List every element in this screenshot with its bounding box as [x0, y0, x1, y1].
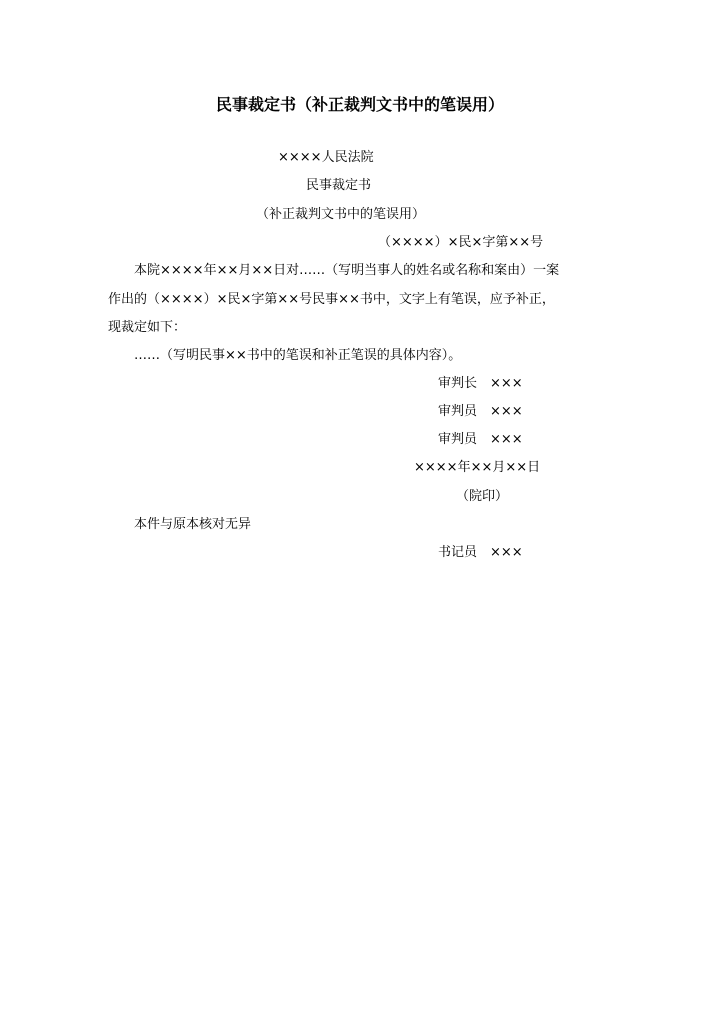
signature-role: 审判员 [438, 432, 478, 447]
signature-presiding-judge [438, 376, 523, 392]
signature-name: ××× [490, 376, 523, 391]
signature-name: ××× [490, 545, 523, 560]
court-seal: （院印） [456, 489, 509, 504]
signature-name: ××× [490, 404, 523, 419]
document-title: 民事裁定书（补正裁判文书中的笔误用） [215, 95, 504, 114]
court-name: ××××人民法院 [278, 150, 374, 165]
signature-judge-2 [438, 432, 523, 448]
signature-judge-1 [438, 404, 523, 420]
signature-role: 书记员 [438, 545, 478, 560]
ruling-date: ××××年××月××日 [414, 460, 541, 475]
verification-note: 本件与原本核对无异 [134, 517, 252, 532]
ruling-content: ……（写明民事××书中的笔误和补正笔误的具体内容）。 [134, 348, 462, 363]
case-number: （××××）×民×字第××号 [378, 235, 544, 250]
body-paragraph-line-1: 本院××××年××月××日对……（写明当事人的姓名或名称和案由）一案 [134, 263, 560, 278]
body-paragraph-line-3: 现裁定如下： [108, 320, 187, 335]
document-type: 民事裁定书 [306, 178, 372, 193]
signature-name: ××× [490, 432, 523, 447]
body-paragraph-line-2: 作出的（××××）×民×字第××号民事××书中，文字上有笔误，应予补正， [108, 292, 555, 307]
signature-role: 审判长 [438, 376, 478, 391]
signature-clerk [438, 545, 523, 561]
document-subtitle: （补正裁判文书中的笔误用） [256, 207, 426, 222]
signature-role: 审判员 [438, 404, 478, 419]
